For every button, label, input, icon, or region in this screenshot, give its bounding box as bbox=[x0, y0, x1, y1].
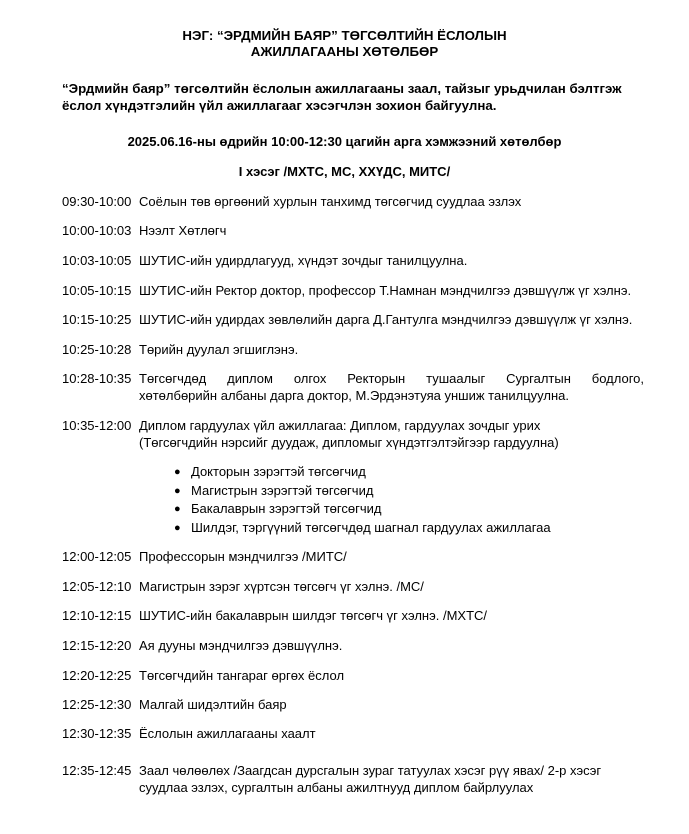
schedule-desc: Төгсөгчдийн тангараг өргөх ёслол bbox=[139, 668, 345, 683]
schedule-desc-line-2: хөтөлбөрийн албаны дарга доктор, М.Эрдэнэтуяа уншиж танилцуулна. bbox=[139, 388, 569, 403]
schedule-desc: Магистрын зэрэг хүртсэн төгсөгч үг хэлнэ. /МС/ bbox=[139, 579, 424, 594]
schedule-time: 12:20-12:25 bbox=[62, 668, 132, 683]
schedule-time: 10:25-10:28 bbox=[62, 342, 132, 357]
list-item: ● Магистрын зэрэгтэй төгсөгчид bbox=[174, 482, 551, 501]
intro-line-2: ёслол хүндэтгэлийн үйл ажиллагааг хэсэгчлэн зохион байгуулна. bbox=[62, 98, 497, 113]
schedule-time: 10:00-10:03 bbox=[62, 223, 132, 238]
schedule-row bbox=[62, 193, 644, 210]
schedule-desc: Профессорын мэндчилгээ /МИТС/ bbox=[139, 549, 347, 564]
schedule-desc: Нээлт Хөтлөгч bbox=[139, 223, 227, 238]
schedule-row bbox=[62, 637, 644, 654]
schedule-desc bbox=[139, 417, 644, 451]
schedule-row bbox=[62, 762, 644, 796]
schedule-time: 12:30-12:35 bbox=[62, 726, 132, 741]
schedule-time: 10:05-10:15 bbox=[62, 283, 132, 298]
title-line-2: АЖИЛЛАГААНЫ ХӨТӨЛБӨР bbox=[250, 44, 439, 59]
bullet-icon: ● bbox=[174, 466, 181, 478]
schedule-desc: Малгай шидэлтийн баяр bbox=[139, 697, 287, 712]
bullet-icon: ● bbox=[174, 522, 181, 535]
schedule-time: 12:35-12:45 bbox=[62, 763, 132, 778]
intro-line-1: “Эрдмийн баяр” төгсөлтийн ёслолын ажиллагааны заал, тайзыг урьдчилан бэлтгэж bbox=[62, 81, 622, 96]
schedule-desc: Төрийн дуулал эгшиглэнэ. bbox=[139, 342, 299, 357]
section-heading: I хэсэг /МХТС, МС, ХХҮДС, МИТС/ bbox=[238, 164, 451, 179]
schedule-time: 12:10-12:15 bbox=[62, 608, 132, 623]
schedule-desc bbox=[139, 762, 644, 796]
program-date-line: 2025.06.16-ны өдрийн 10:00-12:30 цагийн арга хэмжээний хөтөлбөр bbox=[127, 134, 562, 149]
schedule-row bbox=[62, 417, 644, 451]
schedule-time: 10:28-10:35 bbox=[62, 371, 132, 386]
list-item: ● Докторын зэрэгтэй төгсөгчид bbox=[174, 463, 551, 482]
schedule-desc: Ая дууны мэндчилгээ дэвшүүлнэ. bbox=[139, 638, 343, 653]
schedule-desc-line-2: суудлаа эзлэх, сургалтын албаны ажилтнууд диплом байрлуулах bbox=[139, 780, 534, 795]
schedule-desc: ШУТИС-ийн Ректор доктор, профессор Т.Намнан мэндчилгээ дэвшүүлж үг хэлнэ. bbox=[139, 283, 632, 298]
schedule-desc: ШУТИС-ийн удирдах зөвлөлийн дарга Д.Гантулга мэндчилгээ дэвшүүлж үг хэлнэ. bbox=[139, 312, 633, 327]
schedule-row bbox=[62, 370, 644, 404]
schedule-time: 10:15-10:25 bbox=[62, 312, 132, 327]
bullet-icon: ● bbox=[174, 484, 181, 497]
schedule-row bbox=[62, 548, 644, 565]
schedule-desc-line-2: (Төгсөгчдийн нэрсийг дуудаж, дипломыг хүндэтгэлтэйгээр гардуулна) bbox=[139, 435, 559, 450]
schedule-time: 10:35-12:00 bbox=[62, 418, 132, 433]
schedule-desc: ШУТИС-ийн бакалаврын шилдэг төгсөгч үг хэлнэ. /МХТС/ bbox=[139, 608, 488, 623]
schedule-time: 12:00-12:05 bbox=[62, 549, 132, 564]
schedule-desc: Соёлын төв өргөөний хурлын танхимд төгсөгчид суудлаа эзлэх bbox=[139, 194, 522, 209]
schedule-row bbox=[62, 341, 644, 358]
schedule-desc-line-1: Заал чөлөөлөх /Заагдсан дурсгалын зураг татуулах хэсэг рүү явах/ 2-р хэсэг bbox=[139, 763, 602, 778]
list-item: ● Бакалаврын зэрэгтэй төгсөгчид bbox=[174, 500, 551, 519]
schedule-time: 10:03-10:05 bbox=[62, 253, 132, 268]
schedule-time: 12:15-12:20 bbox=[62, 638, 132, 653]
schedule-desc-line-1: Төгсөгчдөд диплом олгох Ректорын тушаалыг Сургалтын бодлого, bbox=[139, 371, 644, 386]
list-item: ● Шилдэг, тэргүүний төгсөгчдөд шагнал гардуулах ажиллагаа bbox=[174, 519, 551, 538]
title-line-1: НЭГ: “ЭРДМИЙН БАЯР” ТӨГСӨЛТИЙН ЁСЛОЛЫН bbox=[182, 28, 507, 43]
bullet-icon: ● bbox=[174, 503, 181, 516]
schedule-desc: ШУТИС-ийн удирдлагууд, хүндэт зочдыг танилцуулна. bbox=[139, 253, 468, 268]
schedule-time: 12:05-12:10 bbox=[62, 579, 132, 594]
schedule-row bbox=[62, 252, 644, 269]
schedule-row bbox=[62, 222, 644, 239]
schedule-row bbox=[62, 311, 644, 328]
schedule-row bbox=[62, 667, 644, 684]
schedule-desc-line-1: Диплом гардуулах үйл ажиллагаа: Диплом, гардуулах зочдыг урих bbox=[139, 418, 541, 433]
schedule-row bbox=[62, 725, 644, 742]
document-title bbox=[0, 28, 689, 60]
award-categories-list bbox=[174, 463, 551, 538]
schedule-desc bbox=[139, 370, 644, 404]
intro-paragraph bbox=[62, 80, 642, 114]
schedule-row bbox=[62, 607, 644, 624]
schedule-time: 09:30-10:00 bbox=[62, 194, 132, 209]
schedule-row bbox=[62, 282, 644, 299]
schedule-time: 12:25-12:30 bbox=[62, 697, 132, 712]
schedule-row bbox=[62, 696, 644, 713]
schedule-row bbox=[62, 578, 644, 595]
schedule-desc: Ёслолын ажиллагааны хаалт bbox=[139, 726, 316, 741]
